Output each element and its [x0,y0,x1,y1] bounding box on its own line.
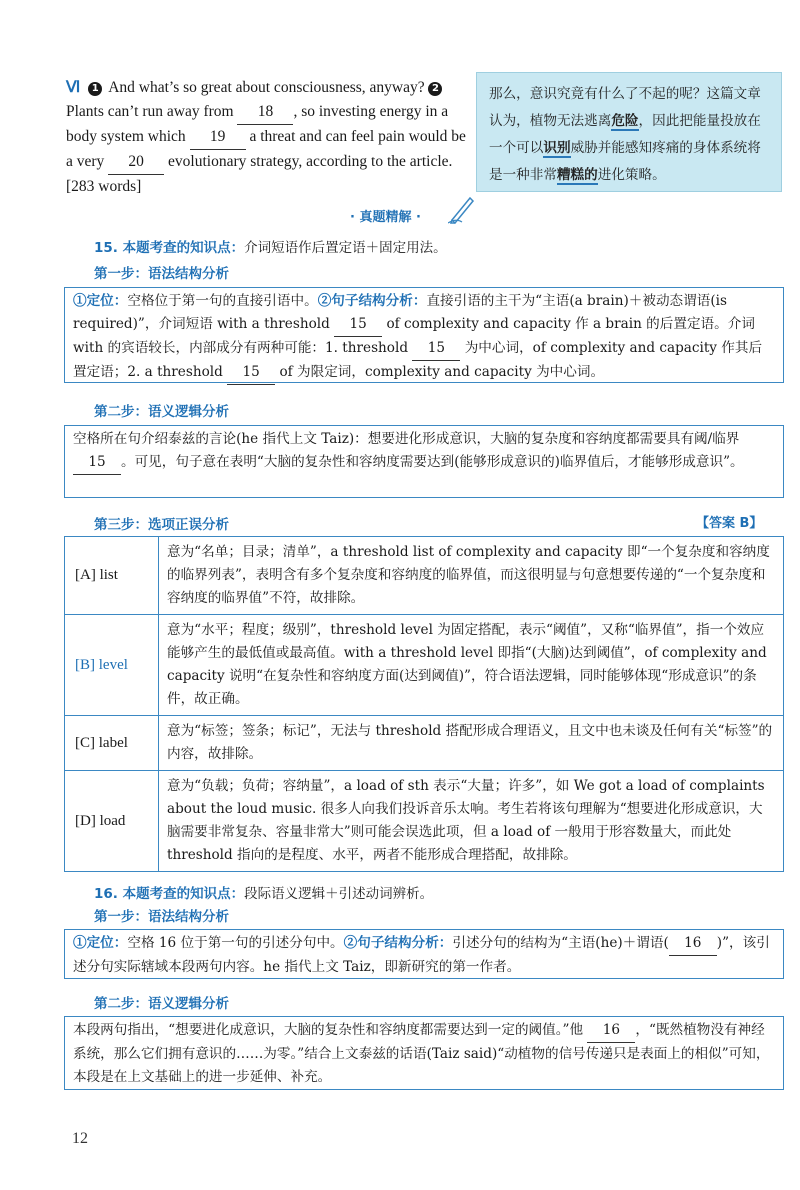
q16-structure-text-2: )”，该引述分句实际辖域本段两句内容。he 指代上文 Taiz，即新研究的第一作者。 [73,935,770,975]
blank-19: 19 [190,125,246,150]
passage-paragraph [66,76,466,199]
option-text: 意为“名单；目录；清单”，a threshold list of complexity and capacity 即“一个复杂度和容纳度的临界列表”，表明含有多个复杂度和容纳度的临界值，而这很明显与句意想要传递的“一个复杂度和容纳度的临界值”不符，故排除。 [159,537,784,615]
translation-keyword-identify: 识别 [543,140,571,156]
translation-box [476,72,782,192]
q15-semantic-box [64,425,784,498]
q16-title [94,882,433,902]
translation-text-4: 进化策略。 [597,167,666,183]
q15-structure-text-3: 为中心词，of complexity and capacity 作其后置定语；2. a threshold [73,340,763,380]
q16-locate-label: ①定位： [73,935,128,951]
option-row-c [65,716,784,771]
q16-semantic-text-2: ，“既然植物没有神经系统，那么它们拥有意识的……为零。”结合上文泰兹的话语(Taiz said)“动植物的信号传递只是表面上的相似”可知，本段是在上文基础上的进一步延伸、补充。 [73,1022,770,1085]
q15-title-num: 15. 本题考查的知识点： [94,240,245,256]
q15-step2: 第二步：语义逻辑分析 [94,404,229,420]
q16-step2: 第二步：语义逻辑分析 [94,996,229,1012]
q16-semantic-box [64,1016,784,1090]
blank-15: 15 [227,361,275,385]
option-row-b [65,615,784,716]
blank-16: 16 [587,1019,635,1043]
blank-16: 16 [669,932,717,956]
passage-sentence-2b: , so investing energy in a body system which [66,103,449,145]
q16-locate-text: 空格 16 位于第一句的引述分句中。 [127,935,344,951]
q15-structure-text-2: of complexity and capacity 作 a brain 的后置定语。介词 with 的宾语较长，内部成分有两种可能：1. threshold [73,316,755,356]
option-label: [B] level [65,615,159,716]
passage-sentence-2a: Plants can’t run away from [66,103,234,120]
q16-title-text: 段际语义逻辑＋引述动词辨析。 [244,886,434,902]
passage-sentence-1: And what’s so great about consciousness, anyway? [108,79,425,96]
q15-locate-label: ①定位： [73,293,128,309]
option-text: 意为“负载；负荷；容纳量”，a load of sth 表示“大量；许多”，如 We got a load of complaints about the loud music. 很多人向我们投诉音乐太响。考生若将该句理解为“想要进化形成意识，大脑需要非常复杂、容量非常大”则可能会误选此项，但 a load of 一般用于形容数量大，而此处 threshold 指向的是程度、水平，两者不能形成合理搭配，故排除。 [159,771,784,872]
q15-structure-label: ②句子结构分析： [317,293,427,309]
q15-structure-text-4: of 为限定词，complexity and capacity 为中心词。 [279,364,605,380]
option-label: [D] load [65,771,159,872]
blank-15: 15 [412,337,460,361]
translation-keyword-danger: 危险 [611,113,639,129]
option-row-a [65,537,784,615]
q16-step1: 第一步：语法结构分析 [94,909,229,925]
section-label: · 真题精解 · [350,210,421,225]
pen-icon [448,194,476,224]
blank-20: 20 [108,150,164,175]
q15-title [94,236,447,256]
answer-badge: 【答案 B】 [696,516,763,531]
q15-title-text: 介词短语作后置定语＋固定用法。 [244,240,447,256]
translation-keyword-bad: 糟糕的 [556,167,598,183]
option-text: 意为“标签；签条；标记”，无法与 threshold 搭配形成合理语义，且文中也未谈及任何有关“标签”的内容，故排除。 [159,716,784,771]
option-label: [A] list [65,537,159,615]
q15-semantic-text-2: 。可见，句子意在表明“大脑的复杂性和容纳度需要达到(能够形成意识的)临界值后，才能够形成意识”。 [121,454,744,470]
q15-semantic-text-1: 空格所在句介绍泰兹的言论(he 指代上文 Taiz)：想要进化形成意识，大脑的复杂度和容纳度都需要具有阈/临界 [73,431,740,447]
q15-grammar-box [64,287,784,383]
blank-18: 18 [237,100,293,125]
q15-step1: 第一步：语法结构分析 [94,266,229,282]
passage-sentence-2d: evolutionary strategy, according to the article. [283 words] [66,153,453,195]
option-row-d [65,771,784,872]
sentence-number-2: 2 [428,82,442,96]
blank-15: 15 [73,451,121,475]
q15-locate-text: 空格位于第一句的直接引语中。 [127,293,318,309]
q15-structure-text: 直接引语的主干为“主语(a brain)＋被动态谓语(is required)”，介词短语 with a threshold [73,293,727,332]
q15-step3: 第三步：选项正误分析 [94,517,229,533]
page-number: 12 [72,1130,88,1147]
q16-semantic-text-1: 本段两句指出，“想要进化成意识，大脑的复杂性和容纳度都需要达到一定的阈值。”他 [73,1022,584,1038]
option-text: 意为“水平；程度；级别”，threshold level 为固定搭配，表示“阈值”，又称“临界值”，指一个效应能够产生的最低值或最高值。with a threshold level 即指“(大脑)达到阈值”，of complexity and capacity 说明“在复杂性和容纳度方面(达到阈值)”，符合语法逻辑，同时能够体现“形成意识”的条件，故正确。 [159,615,784,716]
q16-structure-text: 引述分句的结构为“主语(he)＋谓语( [452,935,669,951]
option-label: [C] label [65,716,159,771]
options-table [64,536,784,872]
translation-text-2: ，因此把能量投放在一个可以 [489,113,761,156]
q16-title-num: 16. 本题考查的知识点： [94,886,245,902]
passage-sentence-2c: a threat and can feel pain would be a very [66,128,466,170]
q16-grammar-box [64,929,784,979]
sentence-number-1: 1 [88,82,102,96]
paragraph-roman-numeral: Ⅵ [66,79,81,96]
translation-text-1: 那么，意识究竟有什么了不起的呢？这篇文章认为，植物无法逃离 [489,86,761,129]
section-header [340,202,480,226]
translation-text-3: 威胁并能感知疼痛的身体系统将是一种非常 [489,140,761,183]
q16-structure-label: ②句子结构分析： [343,935,453,951]
blank-15: 15 [334,313,382,337]
